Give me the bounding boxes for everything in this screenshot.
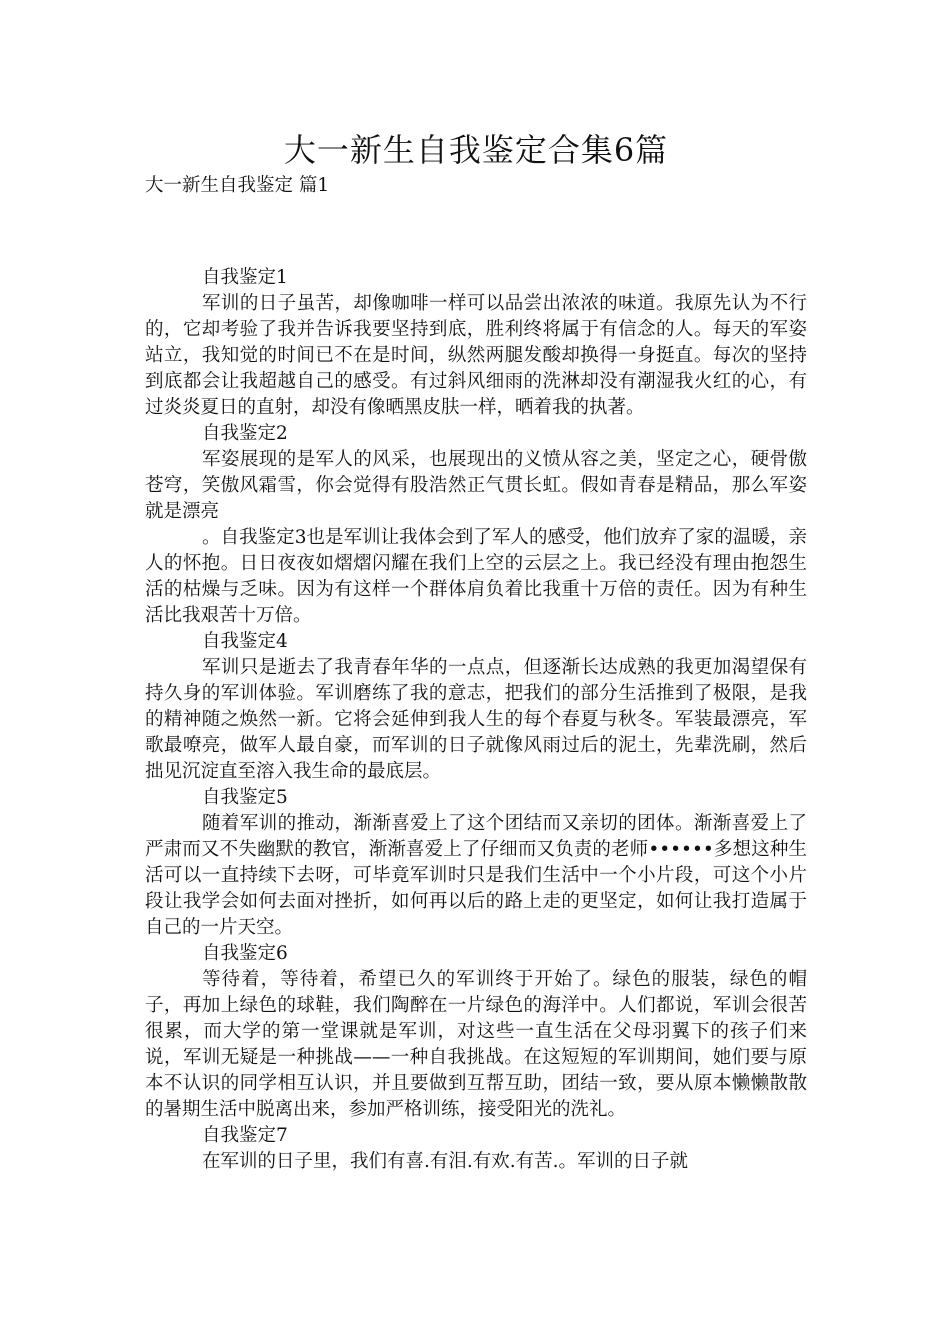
section-paragraph: 。自我鉴定3也是军训让我体会到了军人的感受，他们放弃了家的温暖，亲人的怀抱。日日夜夜如熠熠闪耀在我们上空的云层之上。我已经没有理由抱怨生活的枯燥与乏味。因为有这样一个群体肩负着比我重十万倍的责任。因为有种生活比我艰苦十万倍。 xyxy=(145,527,807,626)
section-4 xyxy=(145,629,807,785)
section-paragraph: 等待着，等待着，希望已久的军训终于开始了。绿色的服装，绿色的帽子，再加上绿色的球鞋，我们陶醉在一片绿色的海洋中。人们都说，军训会很苦很累，而大学的第一堂课就是军训，对这些一直生活在父母羽翼下的孩子们来说，军训无疑是一种挑战——一种自我挑战。在这短短的军训期间，她们要与原本不认识的同学相互认识，并且要做到互帮互助，团结一致，要从原本懒懒散散的暑期生活中脱离出来，参加严格训练，接受阳光的洗礼。 xyxy=(145,969,807,1120)
section-heading: 自我鉴定4 xyxy=(202,631,288,652)
document-body xyxy=(145,265,807,1175)
section-paragraph: 在军训的日子里，我们有喜.有泪.有欢.有苦.。军训的日子就 xyxy=(202,1151,689,1172)
section-3 xyxy=(145,525,807,629)
section-7 xyxy=(145,1123,807,1175)
section-paragraph: 随着军训的推动，渐渐喜爱上了这个团结而又亲切的团体。渐渐喜爱上了严肃而又不失幽默的教官，渐渐喜爱上了仔细而又负责的老师••••••多想这种生活可以一直持续下去呀，可毕竟军训时只是我们生活中一个小片段，可这个小片段让我学会如何去面对挫折，如何再以后的路上走的更坚定，如何让我打造属于自己的一片天空。 xyxy=(145,813,807,938)
section-paragraph: 军训只是逝去了我青春年华的一点点，但逐渐长达成熟的我更加渴望保有持久身的军训体验。军训磨练了我的意志，把我们的部分生活推到了极限，是我的精神随之焕然一新。它将会延伸到我人生的每个春夏与秋冬。军装最漂亮，军歌最嘹亮，做军人最自豪，而军训的日子就像风雨过后的泥土，先辈洗刷，然后拙见沉淀直至溶入我生命的最底层。 xyxy=(145,657,807,782)
section-heading: 自我鉴定2 xyxy=(202,423,288,444)
section-heading: 自我鉴定1 xyxy=(202,267,288,288)
section-6 xyxy=(145,941,807,1123)
section-paragraph: 军训的日子虽苦，却像咖啡一样可以品尝出浓浓的味道。我原先认为不行的，它却考验了我并告诉我要坚持到底，胜利终将属于有信念的人。每天的军姿站立，我知觉的时间已不在是时间，纵然两腿发酸却换得一身挺直。每次的坚持到底都会让我超越自己的感受。有过斜风细雨的洗淋却没有潮湿我火红的心，有过炎炎夏日的直射，却没有像晒黑皮肤一样，晒着我的执著。 xyxy=(145,293,807,418)
section-paragraph: 军姿展现的是军人的风采，也展现出的义愤从容之美，坚定之心，硬骨傲苍穹，笑傲风霜雪，你会觉得有股浩然正气贯长虹。假如青春是精品，那么军姿就是漂亮 xyxy=(145,449,807,522)
document-subtitle: 大一新生自我鉴定 篇1 xyxy=(145,175,330,196)
section-heading: 自我鉴定5 xyxy=(202,787,288,808)
document-page xyxy=(145,128,807,1175)
section-heading: 自我鉴定7 xyxy=(202,1125,288,1146)
section-5 xyxy=(145,785,807,941)
section-2 xyxy=(145,421,807,525)
document-title: 大一新生自我鉴定合集6篇 xyxy=(283,131,669,169)
section-1 xyxy=(145,265,807,421)
section-heading: 自我鉴定6 xyxy=(202,943,288,964)
